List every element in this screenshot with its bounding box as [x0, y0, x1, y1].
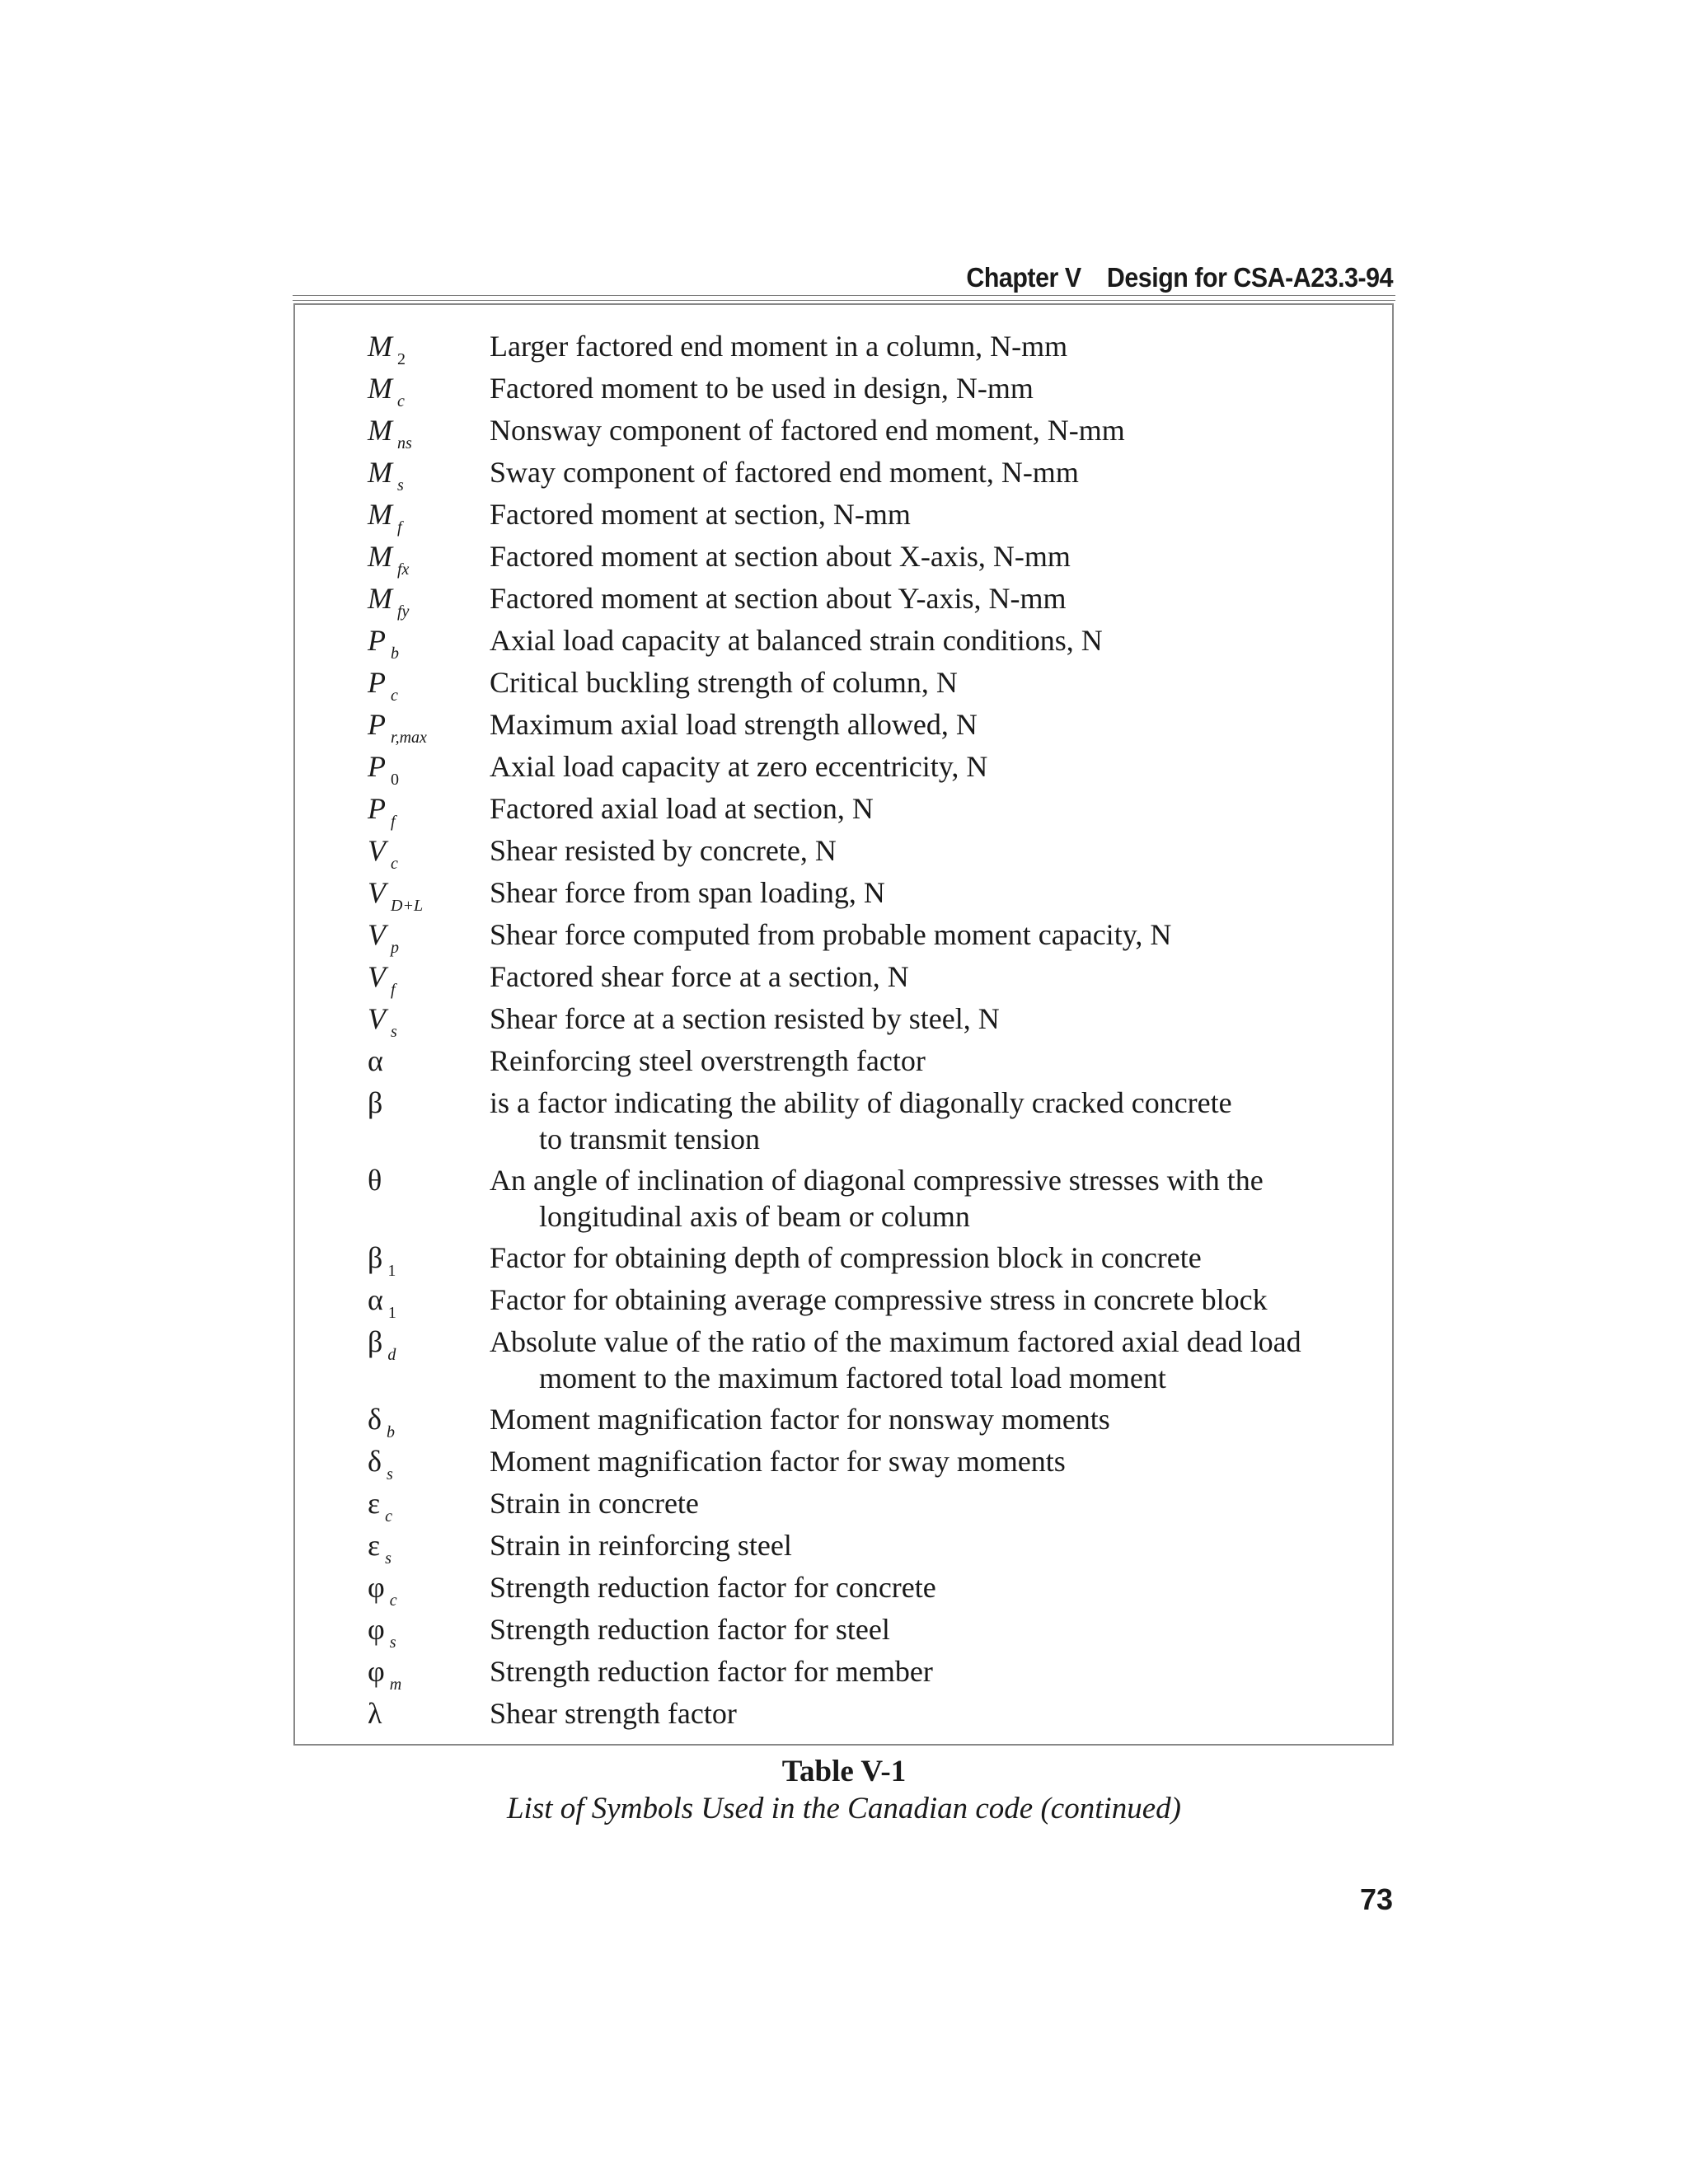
symbol-description — [490, 664, 1363, 701]
symbol — [368, 1324, 396, 1373]
description-continuation: to transmit tension — [539, 1122, 760, 1155]
symbol-subscript: s — [397, 476, 404, 494]
description-line: Shear force from span loading, N — [490, 876, 885, 909]
description-line: Critical buckling strength of column, N — [490, 666, 958, 699]
symbol-description — [490, 1443, 1363, 1479]
description-line: Factored shear force at a section, N — [490, 960, 909, 993]
symbol-subscript: s — [389, 1633, 396, 1652]
header-rule-bottom — [293, 300, 1395, 301]
symbol-base: P — [368, 708, 386, 741]
symbol-base: V — [368, 1002, 386, 1035]
symbol-subscript: f — [397, 518, 402, 537]
description-line: Moment magnification factor for nonsway moments — [490, 1403, 1110, 1436]
symbol-base: V — [368, 960, 386, 993]
symbol-description — [490, 370, 1363, 406]
symbol-base: M — [368, 540, 392, 573]
description-line: is a factor indicating the ability of diagonally cracked concrete — [490, 1086, 1232, 1119]
description-line: Factored moment to be used in design, N-mm — [490, 372, 1034, 405]
description-line: Strain in reinforcing steel — [490, 1529, 792, 1562]
symbol-description — [490, 706, 1363, 743]
symbol-subscript: D+L — [391, 897, 424, 915]
symbol-base: M — [368, 330, 392, 363]
symbol-description — [490, 1611, 1363, 1647]
symbol-subscript: 2 — [397, 350, 406, 368]
symbol-subscript: c — [385, 1507, 393, 1526]
symbol-subscript: s — [391, 1023, 397, 1041]
symbol-subscript: fx — [397, 560, 410, 579]
symbol-subscript: m — [389, 1675, 402, 1694]
symbol-description — [490, 748, 1363, 785]
description-line: Axial load capacity at balanced strain conditions, N — [490, 624, 1103, 657]
chapter-label: Chapter V — [966, 262, 1081, 293]
symbol-description — [490, 496, 1363, 532]
symbol-description — [490, 1001, 1363, 1037]
description-line: Absolute value of the ratio of the maximum factored axial dead load — [490, 1325, 1301, 1358]
description-line: Shear resisted by concrete, N — [490, 834, 837, 867]
description-line: Factored moment at section about Y-axis, N-mm — [490, 582, 1067, 615]
symbol-base: V — [368, 876, 386, 909]
symbol-description — [490, 874, 1363, 911]
symbol-base: φ — [368, 1655, 385, 1688]
symbol-description — [490, 622, 1363, 658]
description-line: Larger factored end moment in a column, N-mm — [490, 330, 1068, 363]
table-caption-subtitle: List of Symbols Used in the Canadian code (continued) — [506, 1792, 1181, 1825]
symbol-base: M — [368, 582, 392, 615]
symbol-subscript: c — [391, 687, 398, 705]
description-line: Shear strength factor — [490, 1697, 737, 1730]
symbol-base: δ — [368, 1403, 382, 1436]
symbol-base: P — [368, 792, 386, 825]
page-number: 73 — [1359, 1882, 1393, 1916]
symbol — [368, 1043, 383, 1079]
symbol-subscript: r,max — [391, 729, 427, 747]
symbol-description — [490, 580, 1363, 616]
symbol-subscript: f — [391, 813, 396, 831]
symbol-subscript: 1 — [387, 1304, 396, 1322]
symbol-description — [490, 790, 1363, 827]
description-line: Factored axial load at section, N — [490, 792, 874, 825]
symbol-base: V — [368, 834, 386, 867]
symbol-description — [490, 1485, 1363, 1521]
symbol-subscript: ns — [397, 434, 412, 452]
description-line: Strength reduction factor for member — [490, 1655, 933, 1688]
symbol-base: P — [368, 666, 386, 699]
symbol-subscript: s — [386, 1465, 393, 1483]
table-caption-title: Table V-1 — [781, 1755, 907, 1788]
symbol-description — [490, 454, 1363, 490]
symbol-base: M — [368, 372, 392, 405]
symbol-base: φ — [368, 1613, 385, 1646]
description-line: Maximum axial load strength allowed, N — [490, 708, 978, 741]
symbol-description — [490, 1162, 1363, 1235]
symbol-table — [293, 303, 1394, 1746]
description-line: An angle of inclination of diagonal compressive stresses with the — [490, 1164, 1264, 1197]
symbol-subscript: d — [387, 1346, 396, 1364]
description-continuation: longitudinal axis of beam or column — [539, 1200, 970, 1233]
symbol-base: α — [368, 1044, 383, 1077]
symbol-description — [490, 412, 1363, 448]
description-line: Shear force computed from probable moment capacity, N — [490, 918, 1172, 951]
symbol-base: λ — [368, 1697, 382, 1730]
symbol-subscript: 1 — [387, 1262, 396, 1280]
symbol-description — [490, 1324, 1363, 1396]
description-line: Factored moment at section, N-mm — [490, 498, 911, 531]
symbol-description — [490, 958, 1363, 995]
symbol-subscript: p — [391, 939, 399, 957]
symbol-description — [490, 1043, 1363, 1079]
symbol-subscript: c — [389, 1591, 397, 1610]
description-line: Moment magnification factor for sway moments — [490, 1445, 1066, 1478]
symbol — [368, 1162, 382, 1198]
description-line: Strain in concrete — [490, 1487, 699, 1520]
symbol-description — [490, 538, 1363, 574]
symbol-base: P — [368, 624, 386, 657]
description-line: Strength reduction factor for concrete — [490, 1571, 936, 1604]
symbol-base: M — [368, 414, 392, 447]
symbol-subscript: fy — [397, 602, 410, 621]
symbol-description — [490, 1240, 1363, 1276]
symbol-subscript: c — [397, 392, 405, 410]
symbol-description — [490, 1695, 1363, 1732]
symbol-subscript: s — [385, 1549, 392, 1568]
description-line: Factor for obtaining average compressive stress in concrete block — [490, 1283, 1268, 1316]
symbol-description — [490, 1653, 1363, 1690]
symbol-description — [490, 1569, 1363, 1605]
symbol-base: δ — [368, 1445, 382, 1478]
symbol-description — [490, 1401, 1363, 1437]
symbol-subscript: b — [391, 644, 399, 663]
symbol-description — [490, 832, 1363, 869]
symbol-description — [490, 328, 1363, 364]
symbol — [368, 1085, 382, 1121]
symbol-description — [490, 1085, 1363, 1157]
symbol-base: V — [368, 918, 386, 951]
symbol-base: M — [368, 498, 392, 531]
description-line: Reinforcing steel overstrength factor — [490, 1044, 926, 1077]
symbol-base: θ — [368, 1164, 382, 1197]
description-line: Shear force at a section resisted by steel, N — [490, 1002, 1000, 1035]
description-line: Strength reduction factor for steel — [490, 1613, 890, 1646]
description-line: Factor for obtaining depth of compression block in concrete — [490, 1241, 1202, 1274]
symbol-subscript: c — [391, 855, 398, 873]
symbol-subscript: f — [391, 981, 396, 999]
running-header — [381, 262, 1393, 293]
symbol-subscript: 0 — [391, 771, 399, 789]
symbol-base: ε — [368, 1529, 381, 1562]
chapter-title: Design for CSA-A23.3-94 — [1106, 262, 1393, 293]
symbol-base: β — [368, 1086, 383, 1119]
symbol-base: P — [368, 750, 386, 783]
header-rule-top — [293, 295, 1395, 296]
description-line: Sway component of factored end moment, N-mm — [490, 456, 1079, 489]
description-line: Axial load capacity at zero eccentricity, N — [490, 750, 988, 783]
symbol-base: ε — [368, 1487, 381, 1520]
symbol-base: φ — [368, 1571, 385, 1604]
symbol-description — [490, 1527, 1363, 1563]
symbol-base: β — [368, 1241, 383, 1274]
symbol-description — [490, 916, 1363, 953]
description-line: Nonsway component of factored end moment, N-mm — [490, 414, 1125, 447]
symbol — [368, 1695, 382, 1732]
symbol-subscript: b — [386, 1423, 395, 1441]
description-line: Factored moment at section about X-axis, N-mm — [490, 540, 1071, 573]
description-continuation: moment to the maximum factored total load moment — [539, 1361, 1166, 1394]
symbol-base: M — [368, 456, 392, 489]
symbol-base: α — [368, 1283, 383, 1316]
symbol-description — [490, 1282, 1363, 1318]
symbol-base: β — [368, 1325, 383, 1358]
